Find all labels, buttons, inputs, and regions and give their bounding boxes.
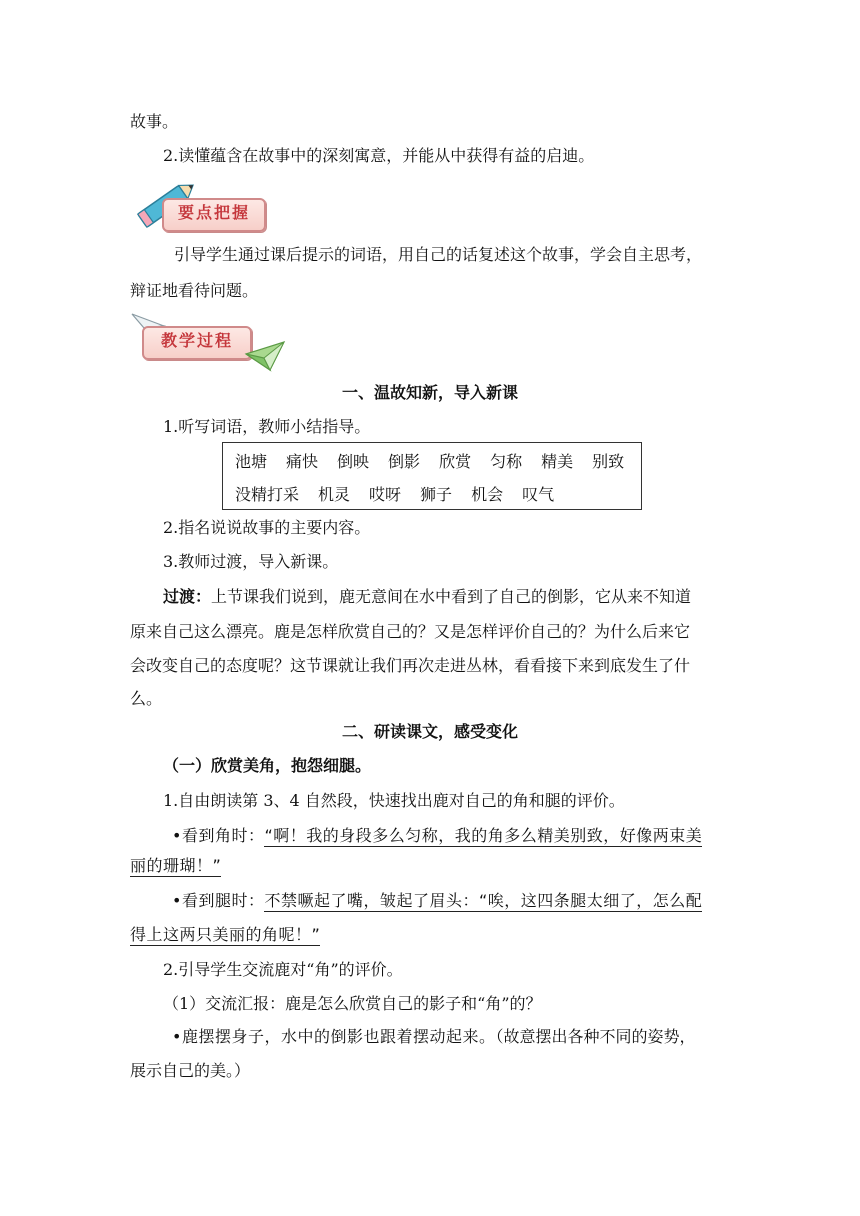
transition-paragraph [163, 587, 691, 607]
goal-item-2: 2.读懂蕴含在故事中的深刻寓意，并能从中获得有益的启迪。 [163, 146, 595, 165]
paragraph-line: 原来自己这么漂亮。鹿是怎样欣赏自己的？又是怎样评价自己的？为什么后来它 [130, 622, 691, 641]
vocabulary-row-2 [235, 485, 573, 505]
leg-label: •看到腿时： [172, 891, 265, 910]
vocab-word: 倒影 [388, 452, 421, 471]
paragraph-line: 故事。 [130, 112, 179, 131]
vocab-word: 匀称 [490, 452, 523, 471]
vocab-word: 哎呀 [369, 485, 402, 504]
vocab-word: 叹气 [522, 485, 555, 504]
vocabulary-box [222, 442, 642, 510]
leg-quote: 得上这两只美丽的角呢！” [130, 925, 321, 944]
list-item: 3.教师过渡，导入新课。 [163, 552, 339, 571]
section-heading: 二、研读课文，感受变化 [341, 722, 518, 741]
vocab-word: 精美 [541, 452, 574, 471]
horn-quote: 丽的珊瑚！” [130, 856, 222, 875]
transition-text: 上节课我们说到，鹿无意间在水中看到了自己的倒影，它从来不知道 [211, 587, 692, 606]
teaching-process-label: 教学过程 [142, 326, 252, 360]
list-item: 2.引导学生交流鹿对“角”的评价。 [163, 960, 403, 979]
horn-label: •看到角时： [172, 826, 265, 845]
horn-evaluation-cont [130, 856, 221, 876]
leg-quote: 不禁噘起了嘴，皱起了眉头：“唉，这四条腿太细了，怎么配 [264, 891, 703, 910]
subsection-heading: （一）欣赏美角，抱怨细腿。 [163, 756, 372, 775]
teaching-process-badge [128, 310, 288, 372]
paragraph-line: 会改变自己的态度呢？这节课就让我们再次走进丛林，看看接下来到底发生了什 [130, 656, 691, 675]
vocabulary-row-1 [235, 452, 643, 472]
list-item: 1.自由朗读第 3、4 自然段，快速找出鹿对自己的角和腿的评价。 [163, 791, 625, 810]
bullet-text: •鹿摆摆身子，水中的倒影也跟着摆动起来。 [172, 1027, 496, 1046]
vocab-word: 别致 [592, 452, 625, 471]
transition-label: 过渡： [163, 587, 212, 606]
section-heading: 一、温故知新，导入新课 [341, 383, 518, 402]
horn-quote: “啊！我的身段多么匀称，我的角多么精美别致，好像两束美 [264, 826, 703, 845]
vocab-word: 欣赏 [439, 452, 472, 471]
vocab-word: 倒映 [337, 452, 370, 471]
horn-evaluation [172, 826, 702, 846]
key-points-badge [128, 178, 288, 234]
paragraph-line: 辩证地看待问题。 [130, 281, 259, 300]
paragraph-line: 引导学生通过课后提示的词语，用自己的话复述这个故事，学会自主思考， [174, 245, 703, 264]
list-item: 2.指名说说故事的主要内容。 [163, 518, 371, 537]
bullet-item [172, 1027, 695, 1047]
list-item: 1.听写词语，教师小结指导。 [163, 417, 371, 436]
paragraph-line: 展示自己的美。） [130, 1061, 251, 1080]
leg-evaluation [172, 891, 702, 911]
bullet-note: （故意摆出各种不同的姿势， [495, 1027, 696, 1046]
list-item: （1）交流汇报：鹿是怎么欣赏自己的影子和“角”的？ [163, 994, 542, 1013]
vocab-word: 痛快 [286, 452, 319, 471]
paragraph-line: 么。 [130, 689, 163, 708]
key-points-label: 要点把握 [162, 198, 266, 232]
vocab-word: 没精打采 [235, 485, 300, 504]
vocab-word: 机灵 [318, 485, 351, 504]
vocab-word: 池塘 [235, 452, 268, 471]
paper-plane-icon [244, 338, 286, 372]
vocab-word: 狮子 [420, 485, 453, 504]
leg-evaluation-cont [130, 925, 320, 945]
vocab-word: 机会 [471, 485, 504, 504]
